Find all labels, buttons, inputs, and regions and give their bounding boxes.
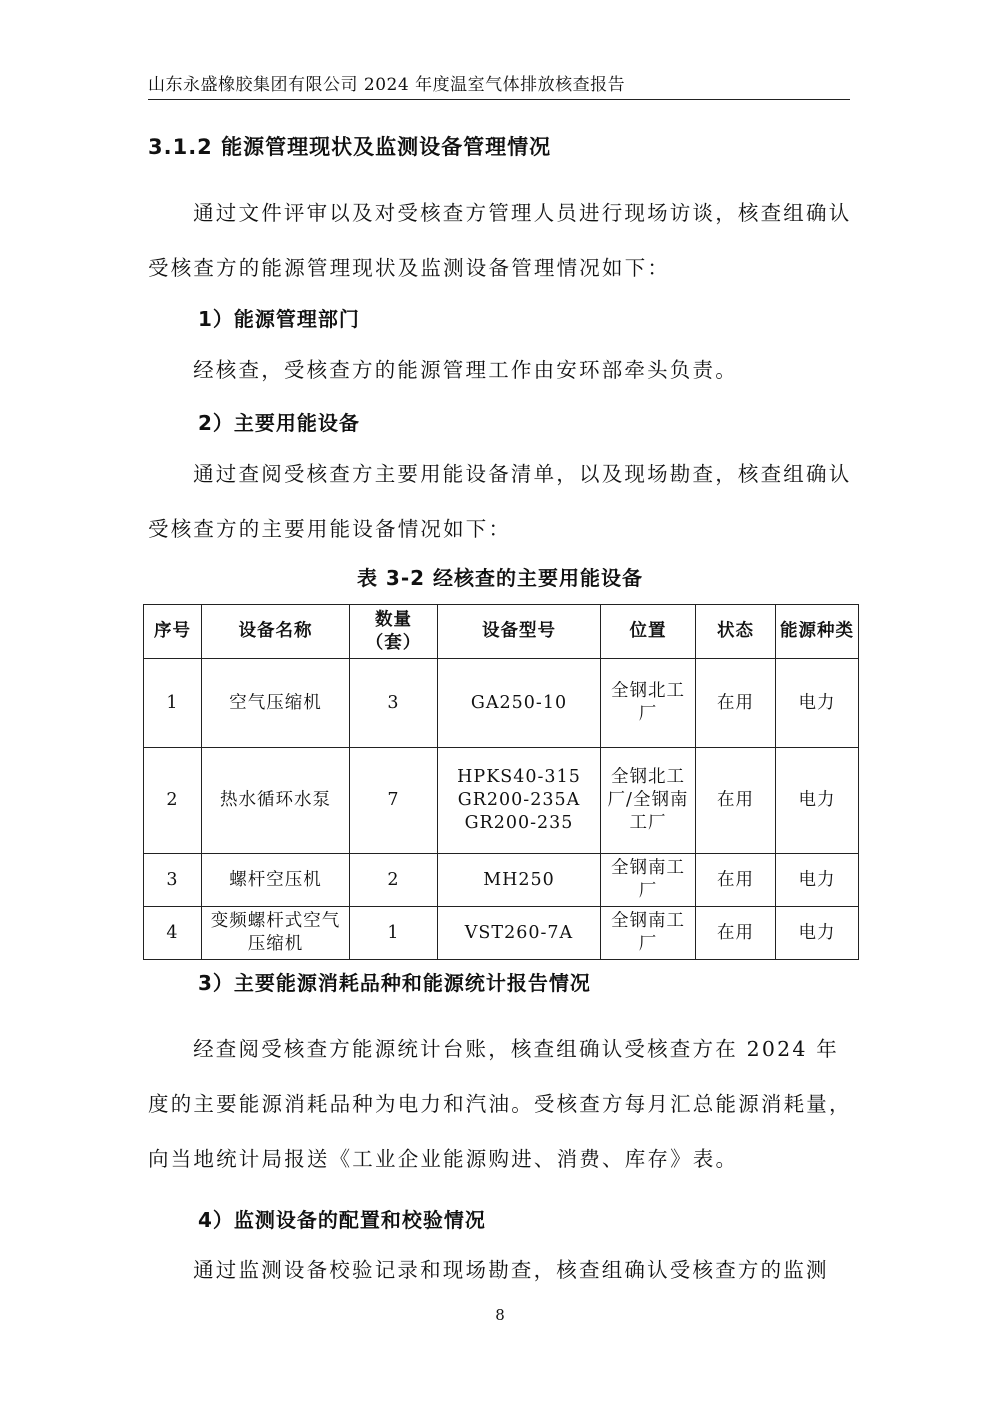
cell-energy: 电力 [776, 748, 859, 854]
model-line: GR200-235A [457, 790, 581, 810]
running-header: 山东永盛橡胶集团有限公司 2024 年度温室气体排放核查报告 [148, 75, 626, 95]
monitoring-equipment-paragraph: 通过监测设备校验记录和现场勘查，核查组确认受核查方的监测 [193, 1258, 829, 1282]
cell-status: 在用 [696, 854, 776, 907]
col-header-status: 状态 [696, 605, 776, 659]
model-line: HPKS40-315 [457, 767, 581, 787]
header-rule [148, 99, 850, 100]
cell-location: 全钢北工厂/全钢南工厂 [601, 748, 696, 854]
cell-no: 4 [144, 907, 202, 960]
table-row [144, 907, 859, 960]
col-header-model: 设备型号 [438, 605, 601, 659]
cell-name: 热水循环水泵 [202, 748, 350, 854]
subheading-main-equipment: 2）主要用能设备 [198, 411, 360, 435]
col-header-location: 位置 [601, 605, 696, 659]
cell-location: 全钢南工厂 [601, 854, 696, 907]
table-row [144, 659, 859, 748]
cell-no: 2 [144, 748, 202, 854]
col-header-name: 设备名称 [202, 605, 350, 659]
cell-energy: 电力 [776, 907, 859, 960]
equipment-table [143, 604, 859, 960]
cell-location: 全钢北工厂 [601, 659, 696, 748]
cell-name: 变频螺杆式空气压缩机 [202, 907, 350, 960]
table-caption: 表 3-2 经核查的主要用能设备 [356, 566, 644, 590]
cell-no: 1 [144, 659, 202, 748]
cell-status: 在用 [696, 659, 776, 748]
cell-model: MH250 [438, 854, 601, 907]
table-row [144, 854, 859, 907]
main-equipment-paragraph: 通过查阅受核查方主要用能设备清单，以及现场勘查，核查组确认受核查方的主要用能设备情况如下： [148, 462, 852, 541]
section-heading: 3.1.2 能源管理现状及监测设备管理情况 [148, 135, 552, 159]
cell-qty: 2 [350, 854, 438, 907]
col-header-no: 序号 [144, 605, 202, 659]
col-header-energy: 能源种类 [776, 605, 859, 659]
table-row [144, 748, 859, 854]
energy-dept-paragraph: 经核查，受核查方的能源管理工作由安环部牵头负责。 [193, 358, 738, 382]
cell-model [438, 748, 601, 854]
cell-name: 空气压缩机 [202, 659, 350, 748]
subheading-energy-consumption: 3）主要能源消耗品种和能源统计报告情况 [198, 971, 591, 995]
energy-consumption-paragraph: 经查阅受核查方能源统计台账，核查组确认受核查方在 2024 年度的主要能源消耗品种为电力和汽油。受核查方每月汇总能源消耗量，向当地统计局报送《工业企业能源购进、消费、库存》表。 [148, 1037, 852, 1171]
cell-status: 在用 [696, 748, 776, 854]
cell-no: 3 [144, 854, 202, 907]
section-intro-paragraph: 通过文件评审以及对受核查方管理人员进行现场访谈，核查组确认受核查方的能源管理现状及监测设备管理情况如下： [148, 201, 852, 280]
col-header-qty: 数量（套） [350, 605, 438, 659]
cell-name: 螺杆空压机 [202, 854, 350, 907]
model-line: GR200-235 [464, 813, 574, 833]
cell-status: 在用 [696, 907, 776, 960]
cell-location: 全钢南工厂 [601, 907, 696, 960]
cell-qty: 1 [350, 907, 438, 960]
cell-model: VST260-7A [438, 907, 601, 960]
page-number: 8 [495, 1306, 505, 1324]
cell-model: GA250-10 [438, 659, 601, 748]
cell-qty: 3 [350, 659, 438, 748]
cell-energy: 电力 [776, 659, 859, 748]
subheading-energy-dept: 1）能源管理部门 [198, 307, 360, 331]
table-header-row [144, 605, 859, 659]
cell-qty: 7 [350, 748, 438, 854]
cell-energy: 电力 [776, 854, 859, 907]
subheading-monitoring-equipment: 4）监测设备的配置和校验情况 [198, 1208, 486, 1232]
